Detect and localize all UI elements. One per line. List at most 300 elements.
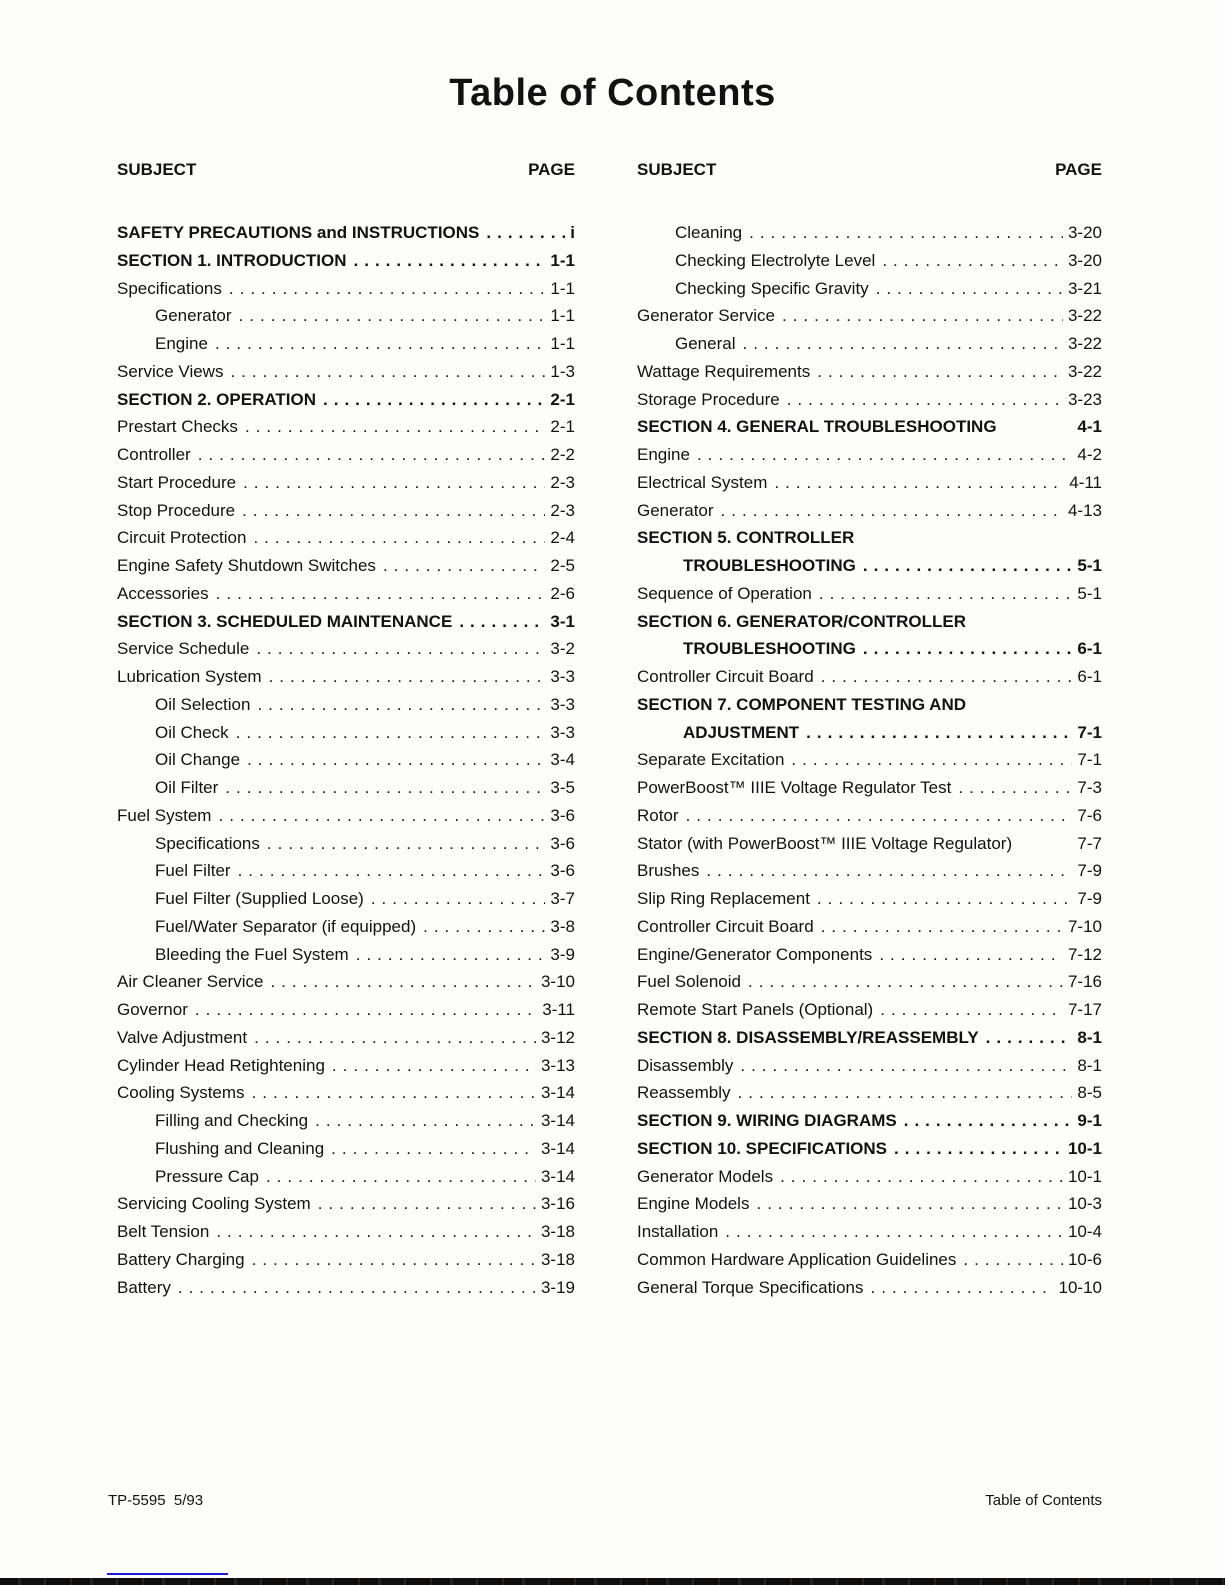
toc-leader-dots <box>742 330 1062 358</box>
toc-row <box>637 441 1102 469</box>
toc-entry-label: Generator <box>637 500 714 520</box>
toc-entry-label: Slip Ring Replacement <box>637 889 810 908</box>
toc-row <box>637 802 1102 830</box>
toc-page-number: 7-10 <box>1067 916 1102 936</box>
toc-leader-dots <box>819 580 1073 608</box>
toc-leader-dots <box>195 996 537 1024</box>
toc-row <box>637 663 1102 691</box>
toc-leader-dots <box>863 635 1073 663</box>
toc-page-number: 3-3 <box>550 722 575 742</box>
toc-page-number: 2-2 <box>550 445 575 464</box>
page-header: PAGE <box>1055 160 1102 179</box>
toc-entry-label: Controller Circuit Board <box>637 667 814 686</box>
toc-entry-label: Installation <box>637 1222 719 1241</box>
toc-page-number: 10-1 <box>1067 1166 1102 1186</box>
toc-leader-dots <box>894 1135 1063 1163</box>
toc-row <box>117 302 575 330</box>
toc-entry-label: Cleaning <box>675 223 743 242</box>
toc-leader-dots <box>254 1024 536 1052</box>
toc-row <box>117 413 575 441</box>
toc-row <box>637 968 1102 996</box>
toc-page-number: 8-1 <box>1077 1055 1102 1075</box>
toc-page-number: 3-11 <box>542 1000 575 1019</box>
toc-row <box>117 1024 575 1052</box>
toc-leader-dots <box>218 802 545 830</box>
toc-row <box>117 1246 575 1274</box>
toc-row <box>117 524 575 552</box>
toc-page-number: 2-3 <box>550 500 575 520</box>
toc-row <box>637 1274 1102 1302</box>
toc-row <box>117 1163 575 1191</box>
toc-row <box>637 219 1102 247</box>
toc-row <box>117 552 575 580</box>
toc-leader-dots <box>270 968 536 996</box>
toc-entry-label: Lubrication System <box>117 667 262 686</box>
toc-page-number: 4-1 <box>1077 417 1102 437</box>
toc-row <box>117 913 575 941</box>
toc-entry-label: Fuel/Water Separator (if equipped) <box>155 916 417 936</box>
toc-entry-label: SECTION 7. COMPONENT TESTING AND <box>637 694 967 714</box>
toc-page-number: 7-1 <box>1077 722 1102 742</box>
toc-row <box>117 719 575 747</box>
toc-entry-label: Fuel System <box>117 805 212 825</box>
toc-entry-label: Sequence of Operation <box>637 583 812 603</box>
toc-page-number: 3-20 <box>1067 223 1102 242</box>
toc-leader-dots <box>383 552 545 580</box>
toc-leader-dots <box>871 1274 1054 1302</box>
footer-section-label: Table of Contents <box>985 1492 1102 1509</box>
toc-page-number: 3-8 <box>550 916 575 936</box>
toc-entry-label: Circuit Protection <box>117 528 247 548</box>
toc-page-number: 7-16 <box>1067 972 1102 992</box>
toc-page-number: 3-9 <box>550 944 575 964</box>
toc-row <box>117 1135 575 1163</box>
toc-row <box>117 1079 575 1107</box>
toc-page-number: 1-3 <box>550 361 575 381</box>
ink-mark-line <box>107 1573 228 1575</box>
toc-leader-dots <box>238 857 546 885</box>
toc-page-number: 2-3 <box>550 472 575 492</box>
toc-row <box>637 552 1102 580</box>
toc-leader-dots <box>880 996 1063 1024</box>
toc-leader-dots <box>725 1218 1063 1246</box>
toc-entry-label: Cooling Systems <box>117 1083 245 1103</box>
toc-leader-dots <box>178 1274 536 1302</box>
toc-entry-label: Battery Charging <box>117 1249 245 1269</box>
toc-page-number: 3-14 <box>540 1138 575 1158</box>
column-headers <box>117 160 1102 180</box>
toc-leader-dots <box>958 774 1072 802</box>
toc-entry-label: Servicing Cooling System <box>117 1194 311 1214</box>
toc-row <box>637 275 1102 303</box>
toc-row <box>637 413 1102 441</box>
toc-leader-dots <box>323 386 545 414</box>
toc-leader-dots <box>740 1052 1072 1080</box>
toc-row <box>117 1274 575 1302</box>
toc-entry-label: Engine <box>637 445 690 464</box>
toc-entry-label: Wattage Requirements <box>637 361 811 381</box>
toc-leader-dots <box>986 1024 1073 1052</box>
toc-entry-label: Storage Procedure <box>637 389 780 409</box>
toc-leader-dots <box>863 552 1073 580</box>
toc-leader-dots <box>756 1190 1063 1218</box>
toc-page-number: 3-21 <box>1067 278 1102 298</box>
toc-leader-dots <box>267 830 546 858</box>
toc-page-number: 3-23 <box>1067 389 1102 409</box>
toc-body <box>117 219 1102 1301</box>
toc-leader-dots <box>749 219 1063 247</box>
toc-page-number: 5-1 <box>1077 583 1102 603</box>
toc-leader-dots <box>882 247 1063 275</box>
toc-entry-label: Stop Procedure <box>117 500 236 520</box>
toc-row <box>637 996 1102 1024</box>
toc-page-number: 3-22 <box>1067 306 1102 326</box>
toc-row <box>637 247 1102 275</box>
toc-page-number: 3-22 <box>1067 361 1102 381</box>
toc-row <box>117 386 575 414</box>
toc-row <box>117 691 575 719</box>
toc-leader-dots <box>486 219 565 247</box>
toc-row <box>117 857 575 885</box>
toc-leader-dots <box>876 275 1063 303</box>
toc-leader-dots <box>198 441 546 469</box>
toc-row <box>117 1107 575 1135</box>
toc-entry-label: Common Hardware Application Guidelines <box>637 1249 957 1269</box>
toc-page-number: 1-1 <box>550 250 575 270</box>
toc-entry-label: SAFETY PRECAUTIONS and INSTRUCTIONS <box>117 223 480 242</box>
toc-page-number: i <box>570 223 575 242</box>
toc-entry-label: Controller Circuit Board <box>637 916 814 936</box>
toc-entry-label: SECTION 4. GENERAL TROUBLESHOOTING <box>637 417 997 437</box>
toc-page-number: 4-2 <box>1077 445 1102 464</box>
toc-page-number: 1-1 <box>550 334 575 353</box>
toc-page-number: 3-14 <box>540 1166 575 1186</box>
toc-page-number: 3-4 <box>550 750 575 770</box>
toc-leader-dots <box>216 580 546 608</box>
toc-page-number: 10-6 <box>1067 1249 1102 1269</box>
toc-page-number: 3-14 <box>540 1083 575 1103</box>
toc-leader-dots <box>243 469 545 497</box>
toc-row <box>117 608 575 636</box>
toc-entry-label: Engine Models <box>637 1194 750 1214</box>
toc-page-number: 3-16 <box>540 1194 575 1214</box>
toc-row <box>117 330 575 358</box>
toc-page-number: 3-19 <box>540 1277 575 1297</box>
toc-page-number: 3-1 <box>550 611 575 631</box>
toc-entry-label: Filling and Checking <box>155 1111 309 1130</box>
toc-page-number: 3-3 <box>550 694 575 714</box>
toc-page-number: 3-14 <box>540 1111 575 1130</box>
toc-page-number: 7-3 <box>1077 778 1102 797</box>
toc-row <box>637 1024 1102 1052</box>
toc-entry-label: Engine/Generator Components <box>637 944 873 964</box>
toc-row <box>117 635 575 663</box>
toc-page-number: 4-11 <box>1069 472 1102 492</box>
toc-leader-dots <box>242 497 545 525</box>
toc-leader-dots <box>229 275 546 303</box>
toc-row <box>117 358 575 386</box>
toc-leader-dots <box>774 469 1064 497</box>
right-column-header <box>637 160 1102 180</box>
toc-entry-label: SECTION 3. SCHEDULED MAINTENANCE <box>117 611 453 631</box>
toc-page-number: 1-1 <box>550 278 575 298</box>
toc-entry-label: Fuel Filter <box>155 861 231 881</box>
toc-page-number: 4-13 <box>1067 500 1102 520</box>
toc-leader-dots <box>225 774 545 802</box>
toc-row <box>637 746 1102 774</box>
toc-page-number: 6-1 <box>1077 667 1102 686</box>
toc-page-number: 3-6 <box>550 833 575 853</box>
toc-page-number: 3-5 <box>550 778 575 797</box>
toc-row <box>117 996 575 1024</box>
toc-row <box>637 635 1102 663</box>
toc-entry-label: General <box>675 334 736 353</box>
toc-row <box>637 524 1102 552</box>
toc-page-number: 10-4 <box>1067 1222 1102 1241</box>
toc-page-number: 3-7 <box>550 889 575 908</box>
toc-leader-dots <box>738 1079 1073 1107</box>
toc-page-number: 2-4 <box>550 528 575 548</box>
page-title: Table of Contents <box>449 72 776 114</box>
toc-entry-label: TROUBLESHOOTING <box>683 556 856 575</box>
toc-row <box>637 358 1102 386</box>
toc-leader-dots <box>459 608 545 636</box>
toc-leader-dots <box>269 663 546 691</box>
left-column-header <box>117 160 575 180</box>
toc-row <box>637 1218 1102 1246</box>
toc-page-number: 7-9 <box>1077 861 1102 881</box>
toc-page-number: 3-6 <box>550 805 575 825</box>
toc-column-right <box>637 219 1102 1301</box>
toc-row <box>637 941 1102 969</box>
toc-row <box>117 219 575 247</box>
toc-row <box>117 1218 575 1246</box>
toc-leader-dots <box>721 497 1063 525</box>
toc-page-number: 10-10 <box>1058 1277 1102 1297</box>
toc-entry-label: SECTION 8. DISASSEMBLY/REASSEMBLY <box>637 1027 979 1047</box>
toc-row <box>117 746 575 774</box>
toc-row <box>637 469 1102 497</box>
toc-entry-label: Oil Change <box>155 750 241 770</box>
toc-leader-dots <box>787 386 1063 414</box>
footer-document-number: TP-5595 5/93 <box>108 1492 204 1509</box>
toc-entry-label: Fuel Solenoid <box>637 972 741 992</box>
toc-entry-label: Specifications <box>155 833 260 853</box>
toc-leader-dots <box>904 1107 1073 1135</box>
toc-page-number: 5-1 <box>1077 556 1102 575</box>
toc-row <box>637 1163 1102 1191</box>
toc-row <box>637 857 1102 885</box>
toc-entry-label: Belt Tension <box>117 1222 210 1241</box>
toc-leader-dots <box>215 330 545 358</box>
toc-entry-label: Pressure Cap <box>155 1166 259 1186</box>
toc-leader-dots <box>423 913 545 941</box>
toc-page-number: 3-18 <box>540 1222 575 1241</box>
toc-page-number: 10-1 <box>1067 1138 1102 1158</box>
toc-entry-label: Oil Filter <box>155 778 219 797</box>
toc-row <box>637 302 1102 330</box>
toc-page-number: 7-17 <box>1067 1000 1102 1019</box>
toc-entry-label: Start Procedure <box>117 472 237 492</box>
toc-entry-label: Battery <box>117 1277 171 1297</box>
toc-entry-label: Service Views <box>117 361 224 381</box>
toc-leader-dots <box>216 1218 536 1246</box>
toc-row <box>117 580 575 608</box>
toc-leader-dots <box>963 1246 1063 1274</box>
toc-entry-label: ADJUSTMENT <box>683 722 800 742</box>
toc-row <box>637 774 1102 802</box>
toc-page-number: 2-1 <box>550 389 575 409</box>
toc-entry-label: Engine <box>155 334 208 353</box>
toc-row <box>117 1052 575 1080</box>
toc-leader-dots <box>266 1163 536 1191</box>
toc-page-number: 3-22 <box>1067 334 1102 353</box>
toc-entry-label: Specifications <box>117 278 222 298</box>
toc-page-number: 8-5 <box>1077 1083 1102 1103</box>
toc-page-number: 7-6 <box>1077 805 1102 825</box>
toc-entry-label: Rotor <box>637 805 679 825</box>
toc-leader-dots <box>817 885 1073 913</box>
toc-page-number: 3-12 <box>540 1027 575 1047</box>
toc-entry-label: SECTION 9. WIRING DIAGRAMS <box>637 1111 897 1130</box>
toc-row <box>117 885 575 913</box>
toc-entry-label: Generator Models <box>637 1166 774 1186</box>
toc-page-number: 10-3 <box>1067 1194 1102 1214</box>
toc-row <box>637 1079 1102 1107</box>
toc-leader-dots <box>821 913 1063 941</box>
toc-row <box>637 830 1102 858</box>
toc-page-number: 3-18 <box>540 1249 575 1269</box>
toc-leader-dots <box>245 413 545 441</box>
toc-leader-dots <box>247 746 545 774</box>
toc-leader-dots <box>791 746 1072 774</box>
toc-leader-dots <box>239 302 546 330</box>
toc-leader-dots <box>780 1163 1063 1191</box>
toc-page-number: 2-6 <box>550 583 575 603</box>
toc-page-number: 2-1 <box>550 417 575 437</box>
toc-entry-label: Disassembly <box>637 1055 734 1075</box>
toc-entry-label: Cylinder Head Retightening <box>117 1055 325 1075</box>
toc-row <box>637 691 1102 719</box>
toc-leader-dots <box>354 247 546 275</box>
subject-header: SUBJECT <box>117 160 197 179</box>
toc-page-number: 3-3 <box>550 667 575 686</box>
toc-entry-label: PowerBoost™ IIIE Voltage Regulator Test <box>637 778 952 797</box>
toc-leader-dots <box>879 941 1063 969</box>
toc-row <box>117 968 575 996</box>
toc-entry-label: Fuel Filter (Supplied Loose) <box>155 889 364 908</box>
toc-leader-dots <box>821 663 1073 691</box>
toc-leader-dots <box>315 1107 536 1135</box>
toc-row <box>117 830 575 858</box>
toc-entry-label: SECTION 10. SPECIFICATIONS <box>637 1138 888 1158</box>
toc-leader-dots <box>257 691 545 719</box>
toc-leader-dots <box>253 524 545 552</box>
toc-page-number: 6-1 <box>1077 639 1102 659</box>
toc-entry-label: Flushing and Cleaning <box>155 1138 325 1158</box>
toc-row <box>117 275 575 303</box>
scan-edge-bar <box>0 1578 1225 1585</box>
toc-row <box>637 1107 1102 1135</box>
toc-row <box>637 497 1102 525</box>
toc-row <box>117 1190 575 1218</box>
toc-leader-dots <box>252 1079 536 1107</box>
toc-column-left <box>117 219 575 1301</box>
toc-leader-dots <box>748 968 1063 996</box>
toc-entry-label: Accessories <box>117 583 209 603</box>
toc-entry-label: Remote Start Panels (Optional) <box>637 1000 874 1019</box>
page-footer <box>108 1492 1102 1509</box>
toc-page-number: 2-5 <box>550 556 575 575</box>
toc-page-number: 8-1 <box>1077 1027 1102 1047</box>
toc-page-number: 7-9 <box>1077 889 1102 908</box>
toc-row <box>637 330 1102 358</box>
toc-entry-label: SECTION 2. OPERATION <box>117 389 316 409</box>
toc-page-number: 7-1 <box>1077 750 1102 770</box>
toc-entry-label: Generator Service <box>637 306 775 326</box>
toc-entry-label: Air Cleaner Service <box>117 972 264 992</box>
toc-leader-dots <box>230 358 545 386</box>
toc-entry-label: SECTION 5. CONTROLLER <box>637 528 855 548</box>
toc-row <box>117 941 575 969</box>
toc-row <box>117 663 575 691</box>
toc-leader-dots <box>371 885 546 913</box>
toc-row <box>117 469 575 497</box>
toc-row <box>637 608 1102 636</box>
toc-leader-dots <box>806 719 1072 747</box>
toc-leader-dots <box>332 1052 536 1080</box>
toc-leader-dots <box>236 719 546 747</box>
toc-entry-label: Reassembly <box>637 1083 731 1103</box>
toc-page-number: 3-2 <box>550 639 575 659</box>
toc-leader-dots <box>686 802 1073 830</box>
toc-page-number: 3-10 <box>540 972 575 992</box>
toc-row <box>637 1135 1102 1163</box>
toc-leader-dots <box>697 441 1072 469</box>
toc-page-number: 3-6 <box>550 861 575 881</box>
toc-row <box>637 580 1102 608</box>
toc-page-number: 7-7 <box>1077 833 1102 853</box>
toc-row <box>637 386 1102 414</box>
toc-page-number: 3-13 <box>540 1055 575 1075</box>
toc-leader-dots <box>318 1190 536 1218</box>
toc-entry-label: Stator (with PowerBoost™ IIIE Voltage Regulator) <box>637 833 1013 853</box>
toc-entry-label: Controller <box>117 445 191 464</box>
toc-entry-label: Brushes <box>637 861 700 881</box>
toc-entry-label: Bleeding the Fuel System <box>155 944 349 964</box>
toc-row <box>637 885 1102 913</box>
toc-row <box>637 1190 1102 1218</box>
toc-entry-label: Electrical System <box>637 472 768 492</box>
toc-row <box>117 774 575 802</box>
toc-row <box>637 913 1102 941</box>
toc-row <box>117 802 575 830</box>
toc-entry-label: Separate Excitation <box>637 750 785 770</box>
toc-leader-dots <box>817 358 1063 386</box>
page-header: PAGE <box>528 160 575 179</box>
toc-leader-dots <box>331 1135 536 1163</box>
toc-row <box>117 497 575 525</box>
toc-entry-label: SECTION 1. INTRODUCTION <box>117 250 347 270</box>
toc-entry-label: Generator <box>155 306 232 326</box>
toc-entry-label: Checking Specific Gravity <box>675 278 869 298</box>
toc-entry-label: TROUBLESHOOTING <box>683 639 856 659</box>
toc-entry-label: Prestart Checks <box>117 417 238 437</box>
toc-entry-label: Checking Electrolyte Level <box>675 250 876 270</box>
toc-entry-label: Oil Check <box>155 722 229 742</box>
toc-leader-dots <box>252 1246 536 1274</box>
toc-entry-label: Valve Adjustment <box>117 1027 248 1047</box>
